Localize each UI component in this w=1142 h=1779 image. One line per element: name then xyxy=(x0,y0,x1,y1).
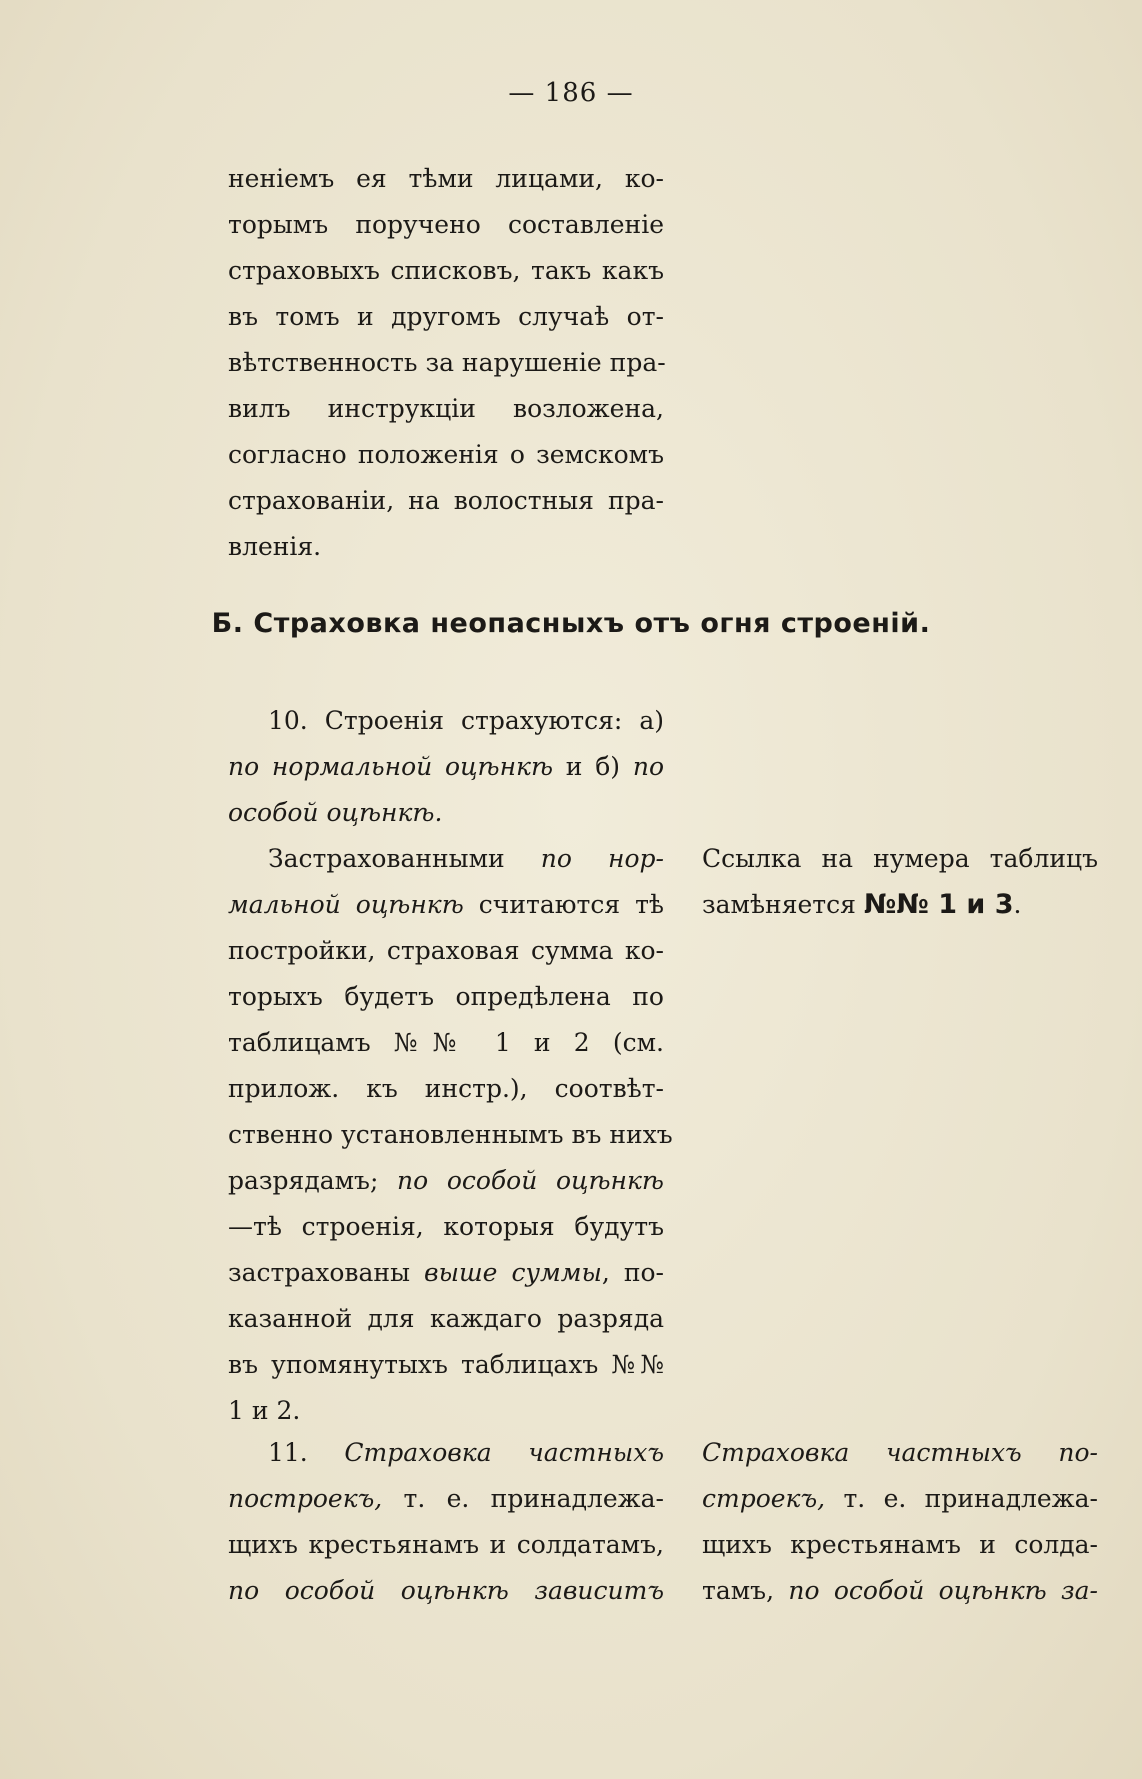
text-line xyxy=(228,1250,664,1296)
italic-text: по особой оцѣнкѣ зависитъ xyxy=(228,1576,664,1605)
text-line xyxy=(702,1568,1098,1614)
text-line xyxy=(228,744,664,790)
text: и б) xyxy=(553,752,633,781)
italic-text: по нормальной оцѣнкѣ xyxy=(228,752,554,781)
text-line: —тѣ строенія, которыя будутъ xyxy=(228,1212,664,1241)
text: считаются тѣ xyxy=(463,890,664,919)
text-line: Ссылка на нумера таблицъ xyxy=(702,844,1098,873)
text-line: торымъ поручено составленіе xyxy=(228,210,664,239)
text: Застрахованными xyxy=(268,844,541,873)
text: тамъ, xyxy=(702,1576,789,1605)
text-line: вленія. xyxy=(228,532,322,561)
text: застрахованы xyxy=(228,1258,425,1287)
text-line: въ томъ и другомъ случаѣ от- xyxy=(228,302,664,331)
text: т. е. принадлежа- xyxy=(382,1484,664,1513)
text-line: торыхъ будетъ опредѣлена по xyxy=(228,982,664,1011)
italic-text: по xyxy=(632,752,664,781)
text-line: казанной для каждаго разряда xyxy=(228,1304,664,1333)
text-line xyxy=(228,1158,664,1204)
left-top-paragraph xyxy=(228,156,664,570)
para-number: 10. Строенія страхуются: а) xyxy=(268,706,664,735)
italic-text: особой оцѣнкѣ. xyxy=(228,798,443,827)
italic-text: Страховка частныхъ xyxy=(344,1438,664,1467)
text-line xyxy=(228,1430,664,1476)
text-line: щихъ крестьянамъ и солда- xyxy=(702,1530,1098,1559)
text-line: вѣтственность за нарушеніе пра- xyxy=(228,348,666,377)
text-line: таблицамъ №№ 1 и 2 (см. xyxy=(228,1028,664,1057)
text-line xyxy=(228,1476,664,1522)
text: замѣняется xyxy=(702,890,864,919)
italic-text: по нор- xyxy=(540,844,664,873)
text-line xyxy=(228,882,664,928)
paragraph-10 xyxy=(228,698,664,836)
text-line: ственно установленнымъ въ нихъ xyxy=(228,1120,673,1149)
text-line xyxy=(228,790,664,836)
text-line xyxy=(702,1476,1098,1522)
text: разрядамъ; xyxy=(228,1166,398,1195)
text: , по- xyxy=(601,1258,665,1287)
text-line: щихъ крестьянамъ и солдатамъ, xyxy=(228,1530,664,1559)
text-line xyxy=(702,1430,1098,1476)
paragraph-insured xyxy=(228,836,673,1434)
text-line xyxy=(228,836,664,882)
italic-text: Страховка частныхъ по- xyxy=(702,1438,1098,1467)
text-line: страхованіи, на волостныя пра- xyxy=(228,486,664,515)
text-line: страховыхъ списковъ, такъ какъ xyxy=(228,256,664,285)
text-line xyxy=(228,698,664,744)
text-line: 1 и 2. xyxy=(228,1396,301,1425)
text: т. е. принадлежа- xyxy=(825,1484,1098,1513)
italic-text: мальной оцѣнкѣ xyxy=(228,890,464,919)
italic-text: построекъ, xyxy=(228,1484,383,1513)
paragraph-11-right xyxy=(702,1430,1098,1614)
text-line: вилъ инструкціи возложена, xyxy=(228,394,664,423)
italic-text: по особой оцѣнкѣ за- xyxy=(788,1576,1098,1605)
text-line xyxy=(702,882,1098,928)
text-line: въ упомянутыхъ таблицахъ №№ xyxy=(228,1350,664,1379)
bold-text: №№ 1 и 3 xyxy=(863,889,1014,920)
italic-text: выше суммы xyxy=(424,1258,602,1287)
para-number: 11. xyxy=(268,1438,345,1467)
text-line: прилож. къ инстр.), соотвѣт- xyxy=(228,1074,664,1103)
text: . xyxy=(1013,890,1022,919)
text-line xyxy=(228,1568,664,1614)
paragraph-11-left xyxy=(228,1430,664,1614)
section-heading: Б. Страховка неопасныхъ отъ огня строеній. xyxy=(211,608,931,639)
italic-text: по особой оцѣнкѣ xyxy=(397,1166,664,1195)
italic-text: строекъ, xyxy=(702,1484,826,1513)
text-line: неніемъ ея тѣми лицами, ко- xyxy=(228,164,664,193)
text-line: постройки, страховая сумма ко- xyxy=(228,936,664,965)
page-number: — 186 — xyxy=(508,78,634,108)
text-line: согласно положенія о земскомъ xyxy=(228,440,664,469)
right-note-tables xyxy=(702,836,1098,928)
